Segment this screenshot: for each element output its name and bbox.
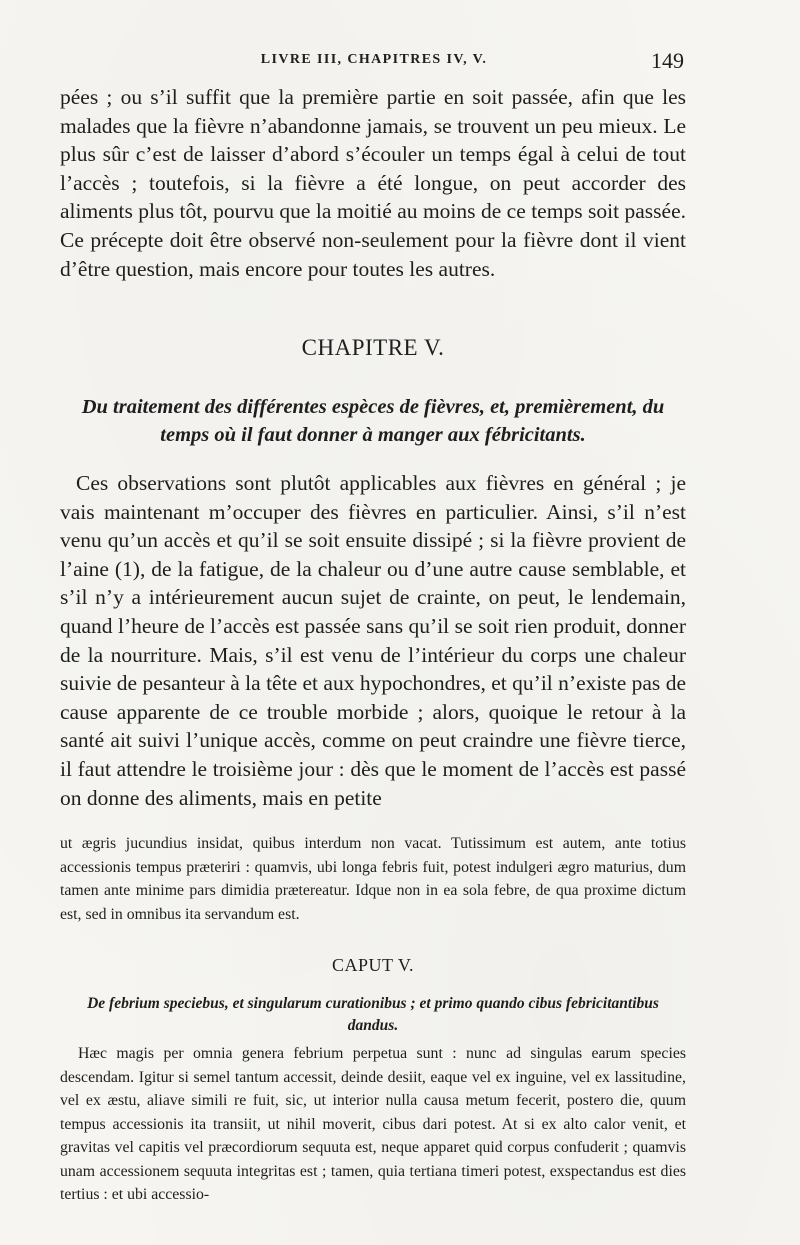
- running-title: LIVRE III, CHAPITRES IV, V.: [260, 52, 488, 67]
- page-number: 149: [651, 48, 684, 73]
- french-paragraph-main: Ces observations sont plutôt applicables aux fièvres en général ; je vais maintenant m’occuper des fièvres en particulier. Ainsi, s’il n’est venu qu’un accès et qu’il se soit ensuite dissipé ; si la fièvre provient de l’aine (1), de la fatigue, de la chaleur ou d’une autre cause semblable, et s’il n’y a intérieurement aucun sujet de crainte, on peut, le lendemain, quand l’heure de l’accès est passée sans qu’il se soit rien produit, donner de la nourriture. Mais, s’il est venu de l’intérieur du corps une chaleur suivie de pesanteur à la tête et aux hypochondres, et qu’il n’existe pas de cause apparente de ce trouble morbide ; alors, quoique le retour à la santé ait suivi l’unique accès, comme on peut craindre une fièvre tierce, il faut attendre le troisième jour : dès que le moment de l’accès est passé on donne des aliments, mais en petite: [60, 471, 686, 810]
- french-paragraph-top: pées ; ou s’il suffit que la première partie en soit passée, afin que les malades que la fièvre n’abandonne jamais, se trouvent un peu mieux. Le plus sûr c’est de laisser d’abord s’écouler un temps égal à celui de tout l’accès ; toutefois, si la fièvre a été longue, on peut accorder des aliments plus tôt, pourvu que la moitié au moins de ce temps soit passée. Ce précepte doit être observé non-seulement pour la fièvre dont il vient d’être question, mais encore pour toutes les autres.: [60, 85, 686, 281]
- chapter-heading: CHAPITRE V.: [301, 335, 445, 360]
- latin-text-main: [60, 1042, 686, 1207]
- latin-paragraph-main: Hæc magis per omnia genera febrium perpetua sunt : nunc ad singulas earum species descendam. Igitur si semel tantum accessit, deinde desiit, eaque vel ex inguine, vel ex lassitudine, vel ex æstu, aliave simili re fuit, sic, ut interior nulla causa metum fecerit, postero die, quum tempus accessionis ita transiit, ut nihil moverit, cibus dari potest. At si ex alto calor venit, et gravitas vel capitis vel præcordiorum sequuta est, neque apparet quid corpus confuderit ; quamvis unam accessionem sequuta integritas est ; tamen, quia tertiana timeri potest, exspectandus est dies tertius : et ubi accessio-: [60, 1045, 686, 1203]
- french-text-continuation: [60, 83, 686, 283]
- caput-subtitle: De febrium speciebus, et singularum curationibus ; et primo quando cibus febricitantibus dandus.: [87, 995, 659, 1034]
- latin-paragraph-top: ut ægris jucundius insidat, quibus interdum non vacat. Tutissimum est autem, ante totius accessionis tempus præteriri : quamvis, ubi longa febris fuit, potest indulgeri ægro maturius, dum tamen ante minime pars dimidia prætereatur. Idque non in ea sola febre, de qua proxime dictum est, sed in omnibus ita servandum est.: [60, 835, 686, 923]
- french-text-main: [60, 469, 686, 812]
- caput-heading: CAPUT V.: [331, 955, 415, 975]
- running-header: [60, 48, 688, 72]
- chapter-subtitle: Du traitement des différentes espèces de fièvres, et, premièrement, du temps où il faut donner à manger aux fébricitants.: [81, 396, 665, 446]
- latin-text-continuation: [60, 832, 686, 926]
